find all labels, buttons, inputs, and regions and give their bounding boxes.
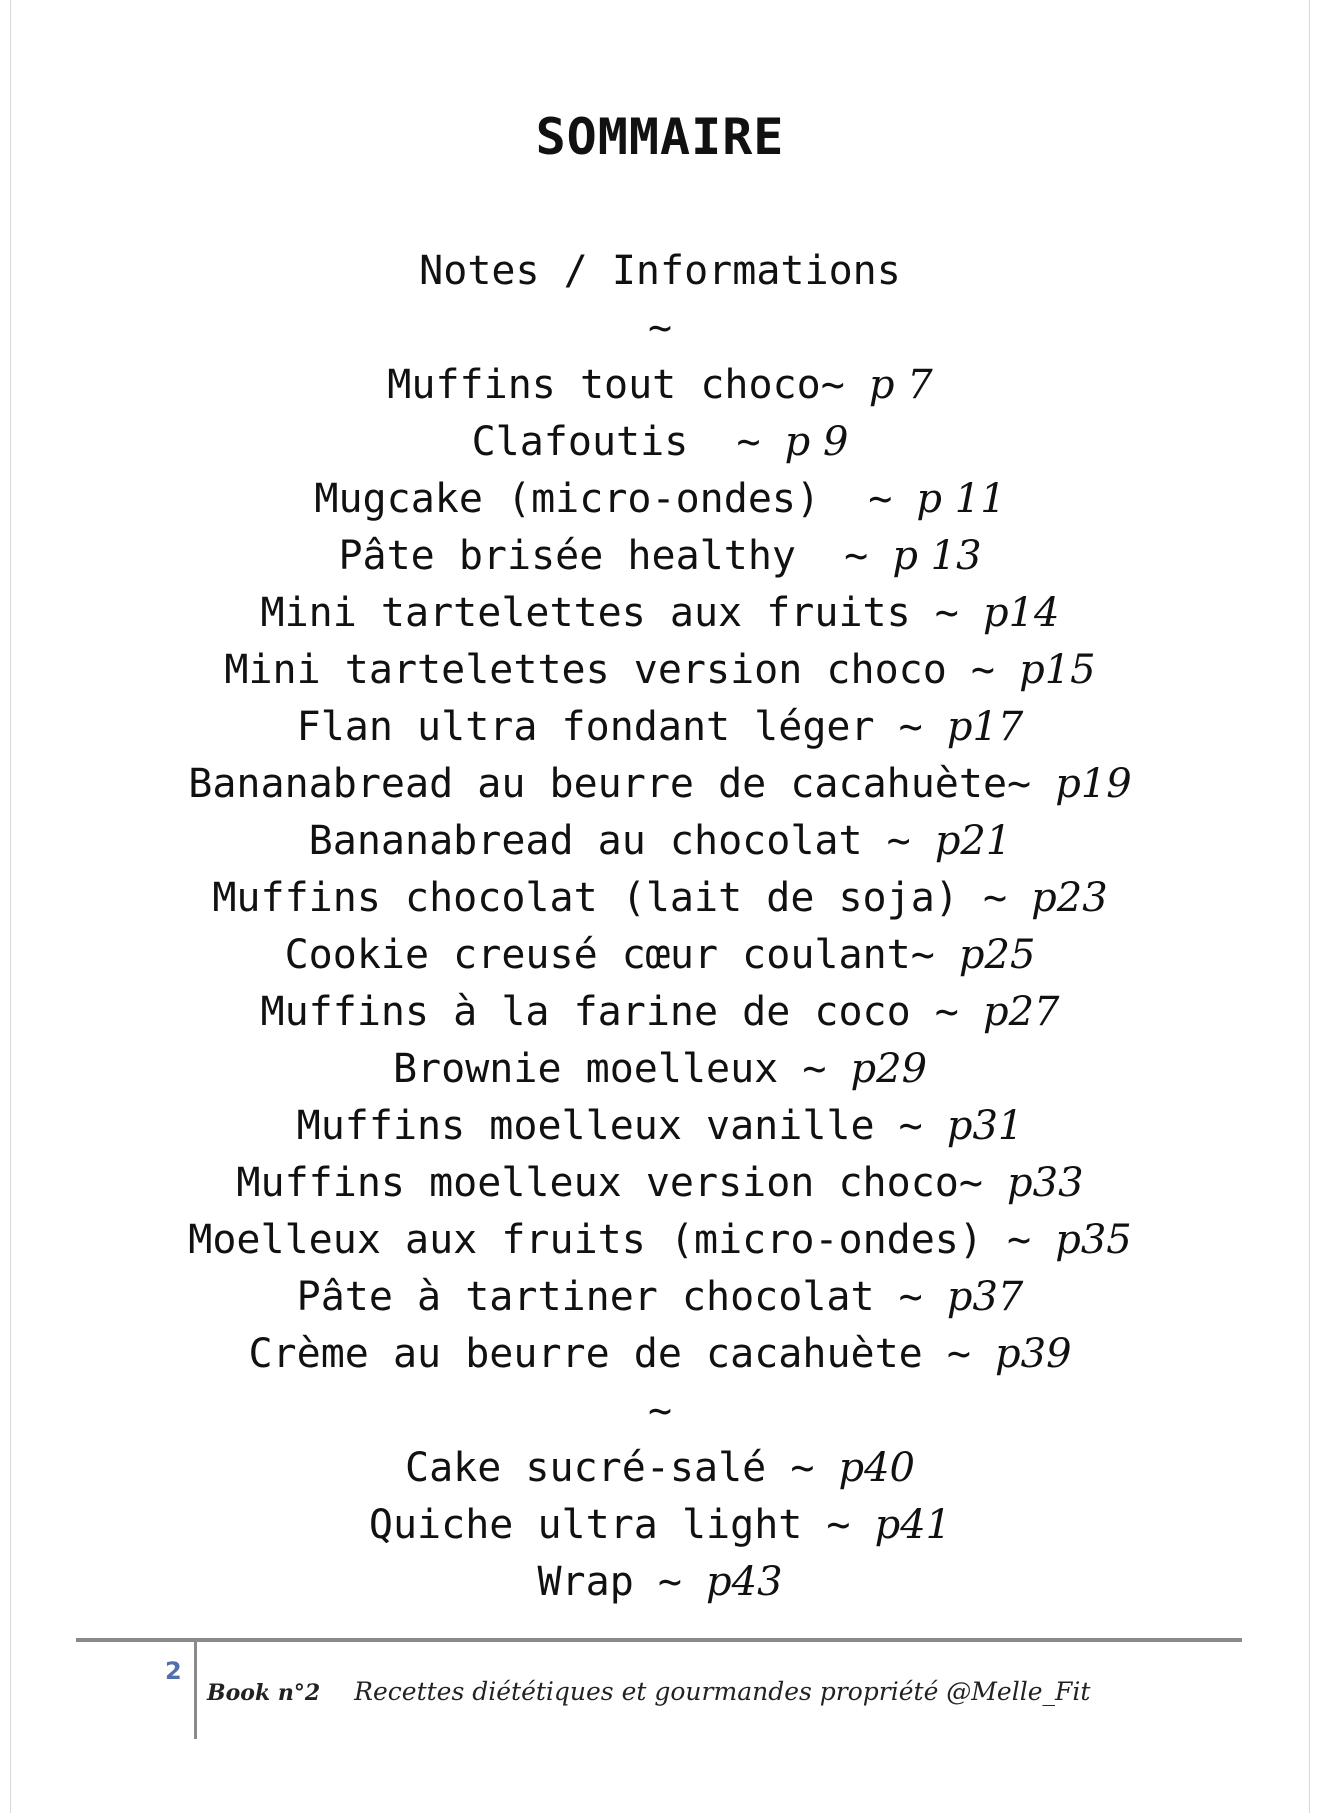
toc-entry-page: p25: [958, 932, 1036, 978]
toc-separator: [0, 300, 1320, 357]
toc-entry-page: p40: [838, 1445, 915, 1491]
toc-entry-text: Pâte à tartiner chocolat ~: [296, 1274, 947, 1320]
toc-entry-page: p27: [982, 989, 1060, 1035]
toc-entry-text: Muffins moelleux vanille ~: [296, 1103, 947, 1149]
toc-entry-page: p33: [1007, 1160, 1084, 1206]
page-title: SOMMAIRE: [535, 108, 785, 166]
footer-caption: Recettes diététiques et gourmandes propriété @Melle_Fit: [354, 1677, 1091, 1706]
toc-row: [0, 1497, 1320, 1554]
toc-entry-text: Muffins tout choco~: [387, 362, 869, 408]
toc-entry-text: Mugcake (micro-ondes) ~: [314, 476, 917, 522]
toc-entry-page: p35: [1055, 1217, 1132, 1263]
toc-row: [0, 1554, 1320, 1611]
toc-row: [0, 1041, 1320, 1098]
toc-separator-text: ~: [647, 1388, 673, 1434]
toc-row: [0, 756, 1320, 813]
toc-entry-text: Notes / Informations: [419, 248, 901, 294]
toc-entry-page: p19: [1055, 761, 1132, 807]
toc-entry-page: p 13: [892, 533, 982, 579]
toc-entry-text: Quiche ultra light ~: [368, 1502, 875, 1548]
toc-row: [0, 984, 1320, 1041]
toc-row: [0, 243, 1320, 300]
toc-entry-text: Mini tartelettes version choco ~: [224, 647, 1020, 693]
toc-entry-page: p 9: [784, 419, 849, 465]
toc-entry-text: Bananabread au beurre de cacahuète~: [188, 761, 1056, 807]
toc-entry-text: Flan ultra fondant léger ~: [296, 704, 947, 750]
footer-divider: [76, 1638, 1242, 1642]
toc-entry-page: p31: [946, 1103, 1024, 1149]
toc-row: [0, 528, 1320, 585]
footer-book-label: Book n°2: [207, 1680, 321, 1706]
toc-entry-page: p23: [1031, 875, 1108, 921]
toc-row: [0, 1269, 1320, 1326]
toc-row: [0, 813, 1320, 870]
toc-entry-text: Bananabread au chocolat ~: [308, 818, 935, 864]
toc-row: [0, 414, 1320, 471]
toc-entry-page: p29: [850, 1046, 928, 1092]
toc-entry-text: Muffins moelleux version choco~: [236, 1160, 1008, 1206]
toc-entry-text: Muffins chocolat (lait de soja) ~: [212, 875, 1032, 921]
toc-row: [0, 1098, 1320, 1155]
toc-row: [0, 471, 1320, 528]
toc-row: [0, 357, 1320, 414]
toc-entry-text: Moelleux aux fruits (micro-ondes) ~: [188, 1217, 1056, 1263]
toc-entry-text: Crème au beurre de cacahuète ~: [248, 1331, 996, 1377]
toc-row: [0, 1155, 1320, 1212]
toc-entry-page: p 11: [916, 476, 1006, 522]
footer-caption-line: [207, 1677, 1090, 1706]
toc-row: [0, 1440, 1320, 1497]
toc-entry-page: p41: [874, 1502, 952, 1548]
page-number: 2: [165, 1657, 182, 1685]
toc-row: [0, 927, 1320, 984]
toc-entry-text: Cookie creusé cœur coulant~: [284, 932, 959, 978]
toc-entry-page: p39: [995, 1331, 1072, 1377]
toc-entry-page: p 7: [868, 362, 933, 408]
toc-entry-text: Mini tartelettes aux fruits ~: [260, 590, 983, 636]
toc-entry-page: p14: [982, 590, 1060, 636]
toc-entry-page: p15: [1019, 647, 1096, 693]
toc-row: [0, 1212, 1320, 1269]
toc-row: [0, 585, 1320, 642]
toc-row: [0, 1326, 1320, 1383]
toc-entry-text: Muffins à la farine de coco ~: [260, 989, 983, 1035]
toc-row: [0, 699, 1320, 756]
toc-separator-text: ~: [647, 305, 673, 351]
toc-entry-text: Clafoutis ~: [471, 419, 785, 465]
toc-entry-text: Pâte brisée healthy ~: [338, 533, 893, 579]
toc-entry-page: p43: [706, 1559, 783, 1605]
toc-entry-text: Wrap ~: [537, 1559, 707, 1605]
toc-entry-page: p21: [934, 818, 1012, 864]
toc-row: [0, 642, 1320, 699]
toc-entry-text: Cake sucré-salé ~: [405, 1445, 839, 1491]
toc-separator: [0, 1383, 1320, 1440]
toc-row: [0, 870, 1320, 927]
table-of-contents: [0, 243, 1320, 1611]
toc-entry-text: Brownie moelleux ~: [392, 1046, 851, 1092]
toc-entry-page: p37: [946, 1274, 1024, 1320]
footer-vertical-divider: [194, 1642, 197, 1739]
toc-entry-page: p17: [946, 704, 1024, 750]
